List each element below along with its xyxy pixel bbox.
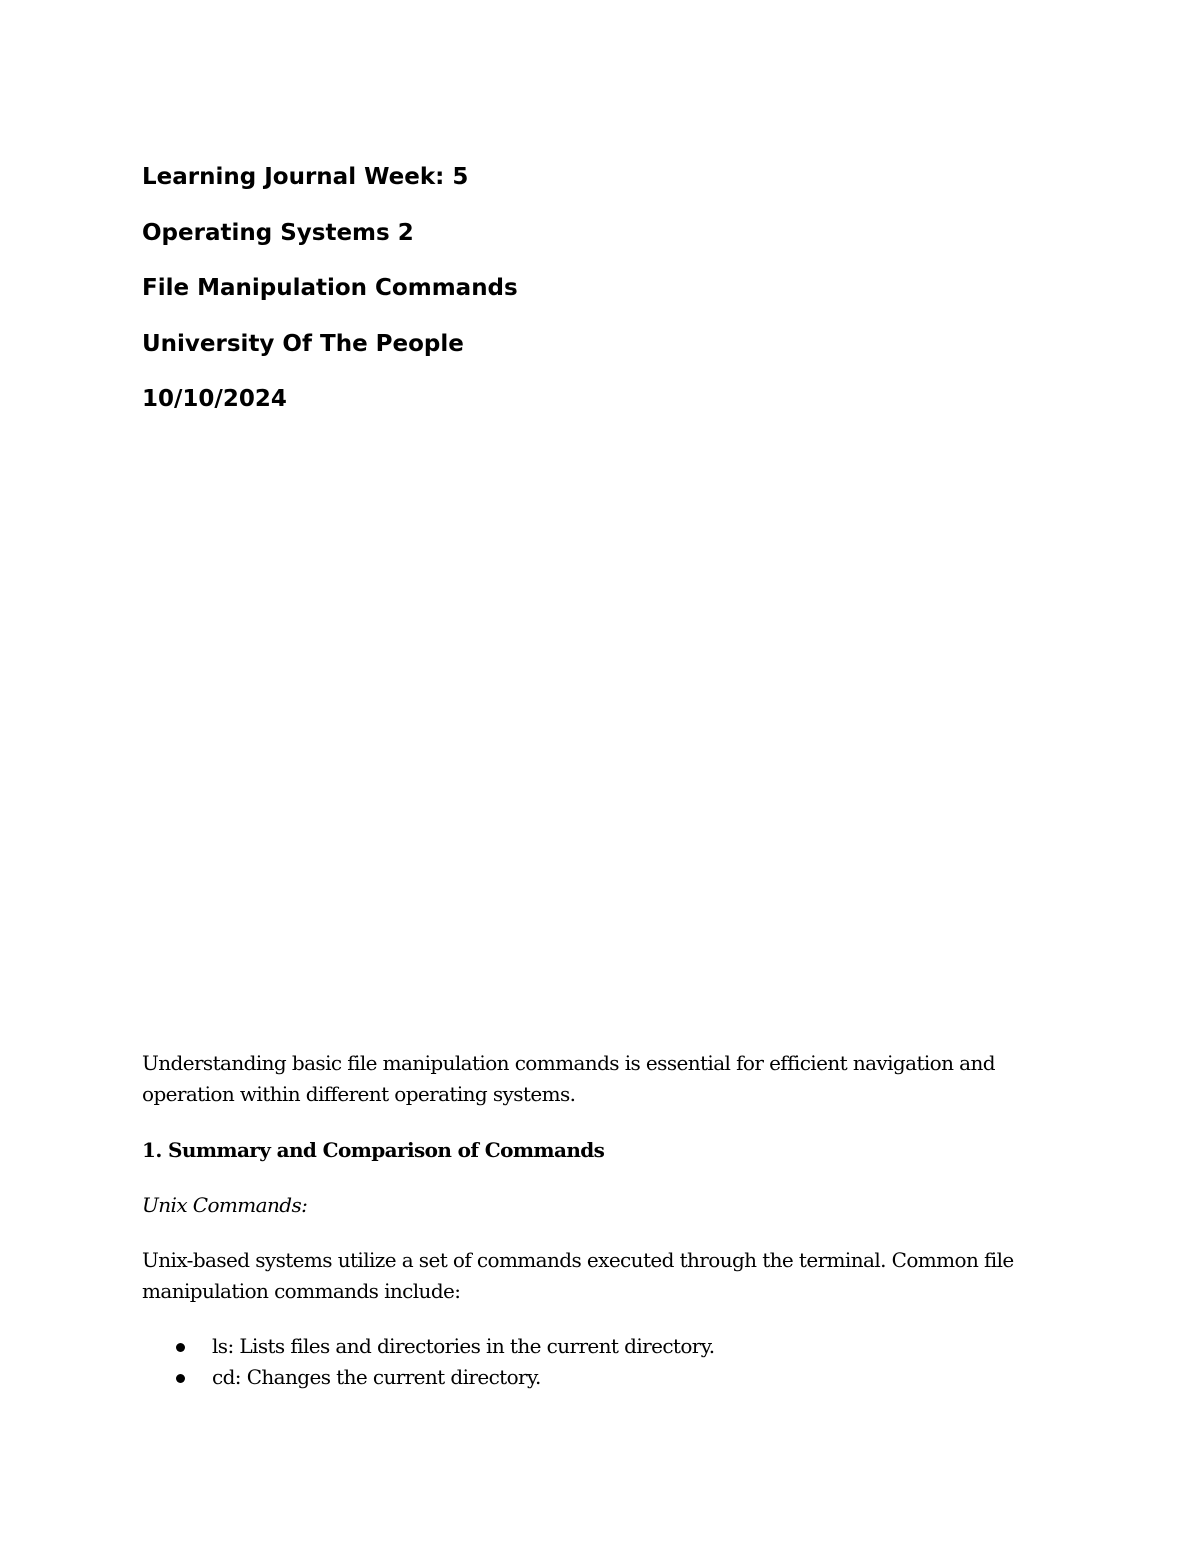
unix-paragraph: Unix-based systems utilize a set of commands executed through the terminal. Common file manipulation commands include: xyxy=(142,1248,1014,1303)
command-ls-text: ls: Lists files and directories in the current directory. xyxy=(212,1334,715,1358)
journal-week-title: Learning Journal Week: 5 xyxy=(142,164,469,190)
command-cd-text: cd: Changes the current directory. xyxy=(212,1365,541,1389)
bullet-icon xyxy=(176,1343,185,1352)
unix-subheading: Unix Commands: xyxy=(142,1193,308,1217)
body-content xyxy=(142,1048,1042,1393)
document-date: 10/10/2024 xyxy=(142,386,287,412)
bullet-icon xyxy=(176,1374,185,1383)
intro-paragraph: Understanding basic file manipulation commands is essential for efficient navigation and operation within different operating systems. xyxy=(142,1051,995,1106)
section-heading: 1. Summary and Comparison of Commands xyxy=(142,1138,605,1162)
list-item xyxy=(142,1331,1042,1362)
command-list xyxy=(142,1331,1042,1393)
assignment-topic: File Manipulation Commands xyxy=(142,275,518,301)
course-name: Operating Systems 2 xyxy=(142,219,414,246)
institution-name: University Of The People xyxy=(142,330,464,357)
list-item xyxy=(142,1362,1042,1393)
title-block xyxy=(142,162,1042,440)
